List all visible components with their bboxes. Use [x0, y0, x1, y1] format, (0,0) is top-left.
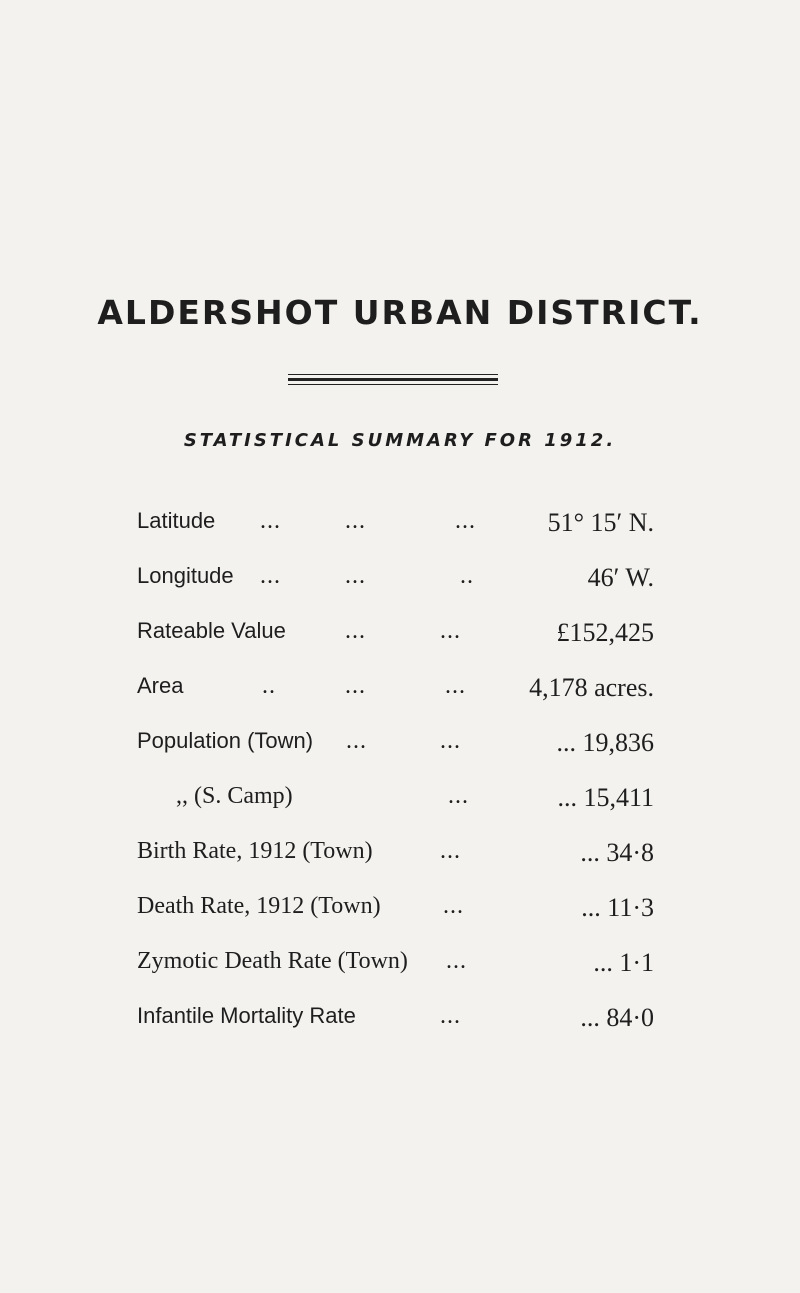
summary-row-population-camp: [0, 783, 800, 823]
document-subtitle: STATISTICAL SUMMARY FOR 1912.: [183, 430, 617, 451]
row-value: ... 11·3: [581, 893, 654, 922]
row-value: 46′ W.: [587, 563, 654, 592]
row-value: ... 15,411: [557, 783, 654, 812]
leader-dots: ...: [440, 618, 461, 644]
leader-dots: ...: [345, 563, 366, 589]
row-label: Birth Rate, 1912 (Town): [137, 838, 373, 864]
row-value: £152,425: [556, 618, 654, 647]
leader-dots: ..: [262, 673, 276, 699]
row-value: 51° 15′ N.: [547, 508, 654, 537]
row-label: Rateable Value: [137, 618, 286, 643]
summary-row-infantile-mortality: [0, 1003, 800, 1043]
row-value: ... 19,836: [556, 728, 654, 757]
leader-dots: ...: [260, 508, 281, 534]
title-rule-thin-bottom: [288, 384, 498, 385]
leader-dots: ...: [445, 673, 466, 699]
leader-dots: ...: [345, 673, 366, 699]
summary-row-latitude: [0, 508, 800, 548]
row-value: ... 84·0: [580, 1003, 654, 1032]
row-label: Area: [137, 673, 184, 698]
summary-row-birth-rate: [0, 838, 800, 878]
summary-row-zymotic-death-rate: [0, 948, 800, 988]
leader-dots: ..: [460, 563, 474, 589]
title-rule-thin-top: [288, 374, 498, 375]
row-value: ... 34·8: [580, 838, 654, 867]
summary-row-rateable-value: [0, 618, 800, 658]
row-label: ,, (S. Camp): [176, 783, 293, 809]
leader-dots: ...: [345, 618, 366, 644]
row-label: Population (Town): [137, 728, 314, 753]
row-value: ... 1·1: [593, 948, 654, 977]
summary-row-longitude: [0, 563, 800, 603]
leader-dots: ...: [446, 948, 467, 974]
leader-dots: ...: [345, 508, 366, 534]
leader-dots: ...: [440, 1003, 461, 1029]
leader-dots: ...: [455, 508, 476, 534]
row-label: Death Rate, 1912 (Town): [137, 893, 381, 919]
row-label: Zymotic Death Rate (Town): [137, 948, 408, 974]
leader-dots: ...: [440, 728, 461, 754]
row-label: Longitude: [137, 563, 234, 588]
title-rule-thick: [288, 378, 498, 381]
leader-dots: ...: [448, 783, 469, 809]
document-title: ALDERSHOT URBAN DISTRICT.: [97, 293, 703, 332]
leader-dots: ...: [260, 563, 281, 589]
summary-row-area: [0, 673, 800, 713]
leader-dots: ...: [443, 893, 464, 919]
row-value: 4,178 acres.: [529, 673, 654, 702]
row-label: Infantile Mortality Rate: [137, 1003, 356, 1028]
summary-row-death-rate: [0, 893, 800, 933]
leader-dots: ...: [346, 728, 367, 754]
summary-row-population-town: [0, 728, 800, 768]
leader-dots: ...: [440, 838, 461, 864]
row-label: Latitude: [137, 508, 216, 533]
